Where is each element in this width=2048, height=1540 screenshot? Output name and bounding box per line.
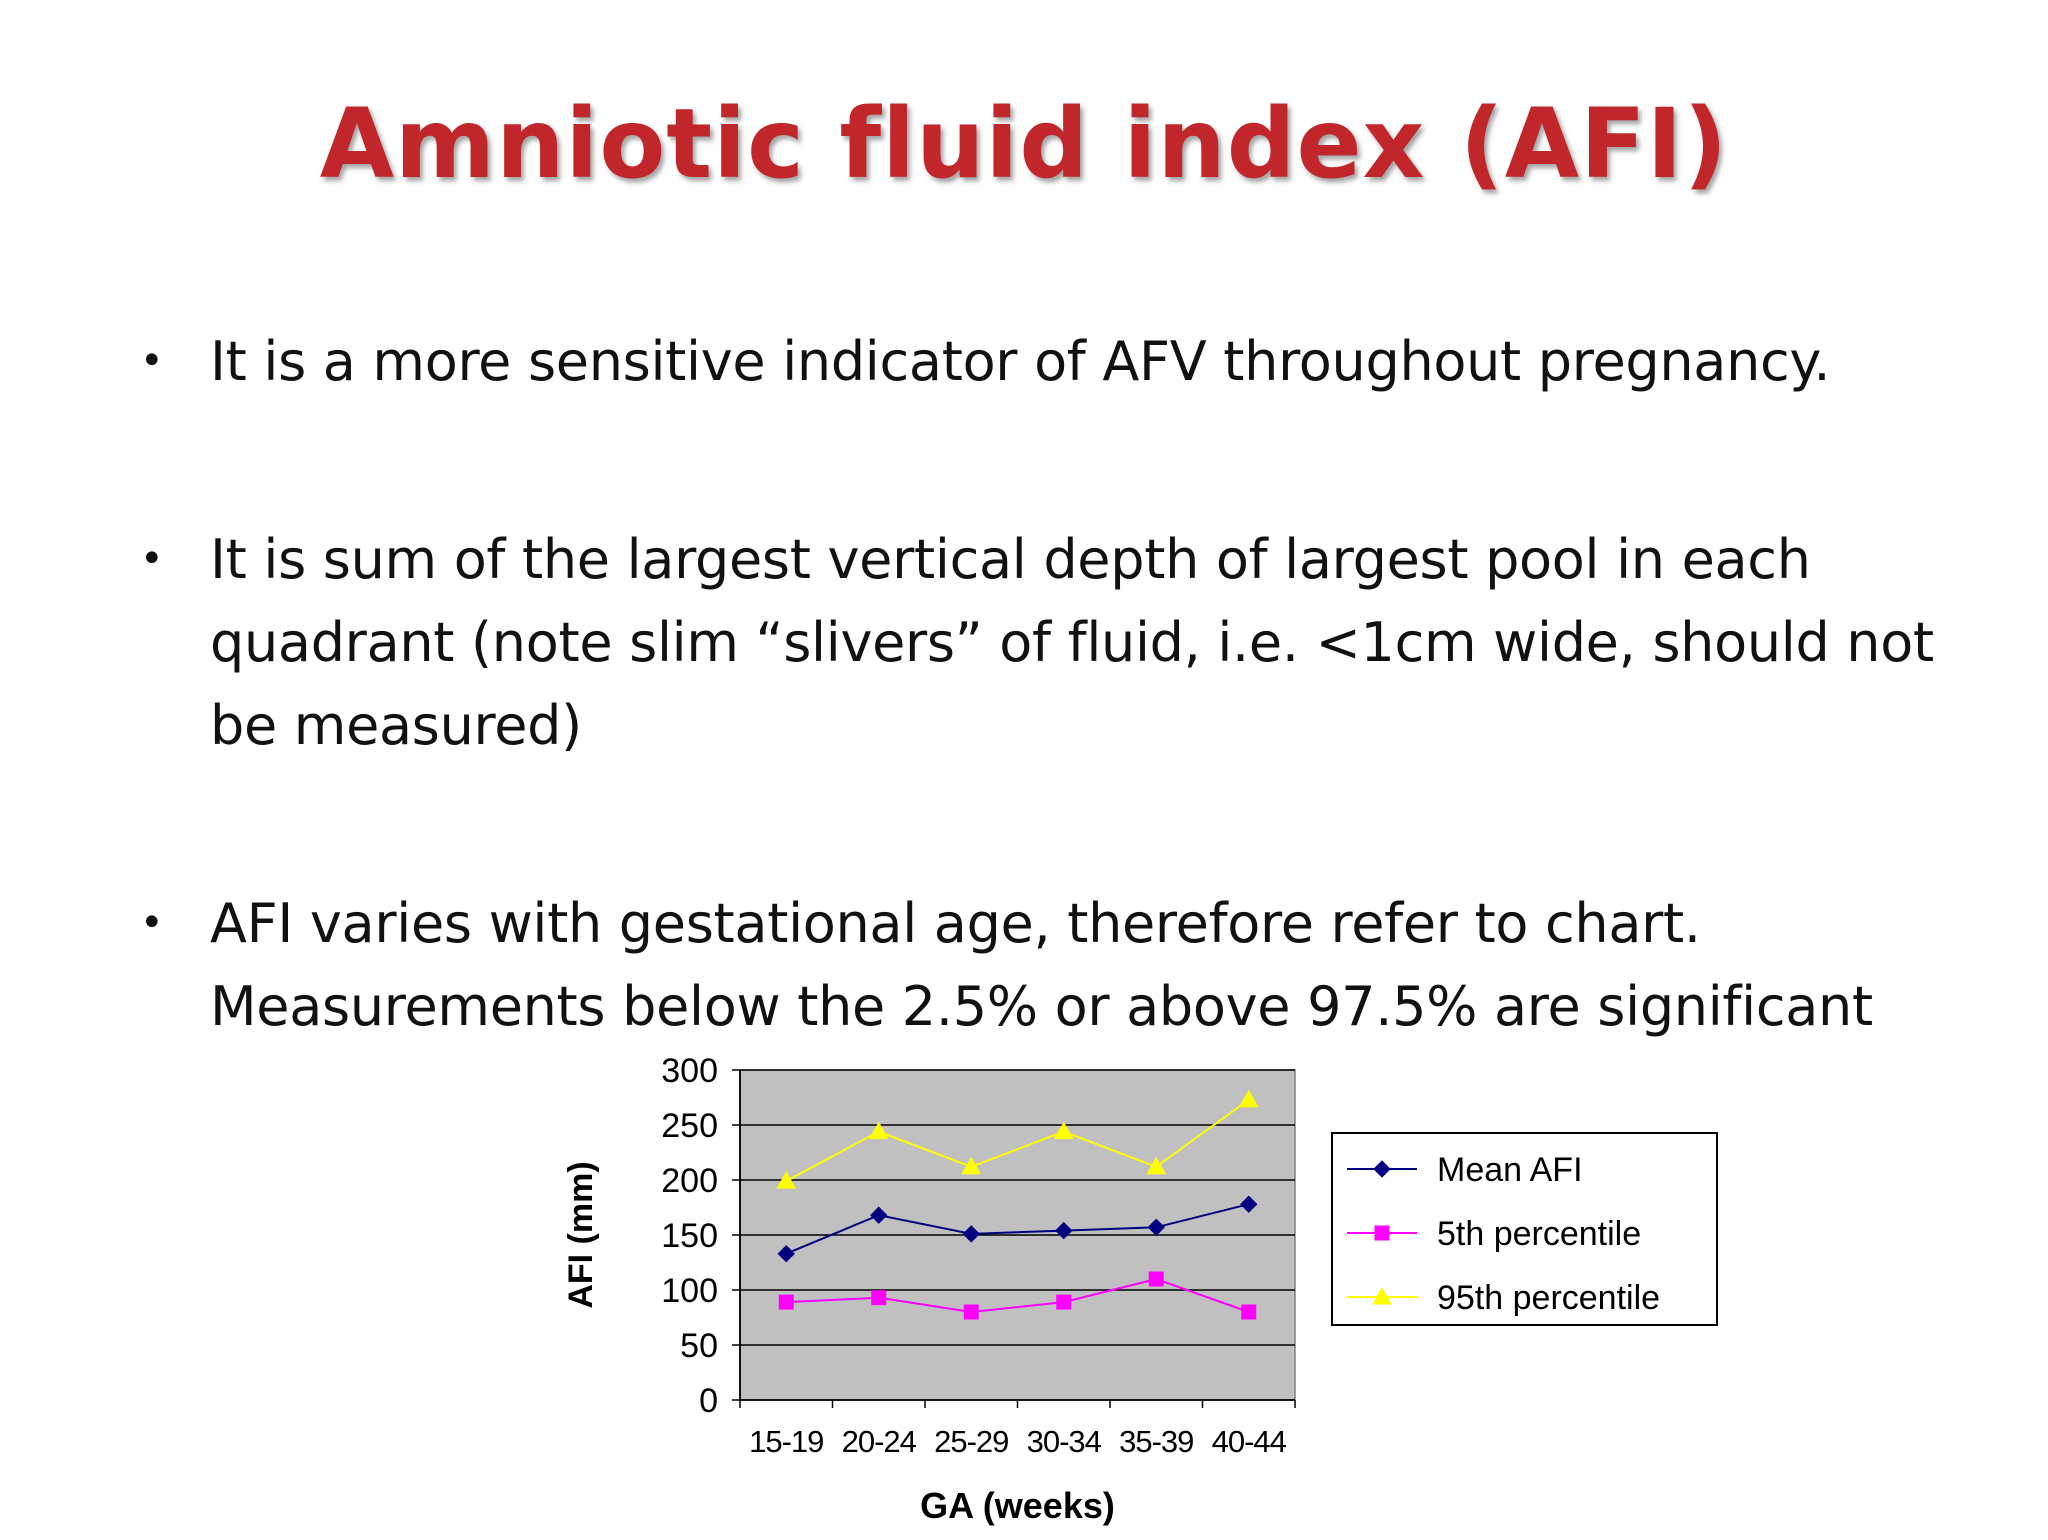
bullet-dot-icon: • bbox=[140, 338, 164, 384]
legend-label: 95th percentile bbox=[1437, 1279, 1661, 1317]
y-axis-ticks bbox=[661, 1052, 740, 1420]
y-tick-label: 100 bbox=[661, 1272, 718, 1310]
x-tick-label: 40-44 bbox=[1211, 1424, 1286, 1459]
y-tick-label: 300 bbox=[661, 1052, 718, 1090]
y-tick-label: 200 bbox=[661, 1162, 718, 1200]
bullet-item bbox=[140, 518, 1990, 767]
slide-title: Amniotic fluid index (AFI) bbox=[319, 88, 1729, 200]
x-tick-label: 25-29 bbox=[934, 1424, 1009, 1459]
bullet-text: AFI varies with gestational age, therefore refer to chart. Measurements below the 2.5% or above 97.5% are significant bbox=[210, 892, 1873, 1038]
y-tick-label: 150 bbox=[661, 1217, 718, 1255]
data-point bbox=[964, 1305, 978, 1319]
bullet-item bbox=[140, 320, 1990, 403]
data-point bbox=[1375, 1226, 1389, 1240]
legend bbox=[1332, 1133, 1717, 1325]
x-axis-ticks bbox=[740, 1400, 1295, 1459]
bullet-dot-icon: • bbox=[140, 900, 164, 946]
y-tick-label: 0 bbox=[699, 1382, 718, 1420]
bullet-dot-icon: • bbox=[140, 536, 164, 582]
y-axis-label: AFI (mm) bbox=[562, 1161, 600, 1309]
x-tick-label: 20-24 bbox=[841, 1424, 916, 1459]
y-tick-label: 50 bbox=[680, 1327, 718, 1365]
legend-label: Mean AFI bbox=[1437, 1151, 1583, 1189]
bullet-item bbox=[140, 882, 1990, 1048]
data-point bbox=[1242, 1305, 1256, 1319]
x-tick-label: 35-39 bbox=[1119, 1424, 1194, 1459]
data-point bbox=[1057, 1295, 1071, 1309]
x-tick-label: 30-34 bbox=[1026, 1424, 1101, 1459]
afi-line-chart bbox=[520, 1040, 1740, 1540]
data-point bbox=[872, 1291, 886, 1305]
legend-label: 5th percentile bbox=[1437, 1215, 1642, 1253]
data-point bbox=[779, 1295, 793, 1309]
bullet-text: It is sum of the largest vertical depth of largest pool in each quadrant (note slim “slivers” of fluid, i.e. <1cm wide, should not be measured) bbox=[210, 528, 1934, 757]
x-axis-label: GA (weeks) bbox=[920, 1485, 1115, 1526]
y-tick-label: 250 bbox=[661, 1107, 718, 1145]
data-point bbox=[1149, 1272, 1163, 1286]
bullet-text: It is a more sensitive indicator of AFV throughout pregnancy. bbox=[210, 330, 1831, 393]
x-tick-label: 15-19 bbox=[749, 1424, 824, 1459]
